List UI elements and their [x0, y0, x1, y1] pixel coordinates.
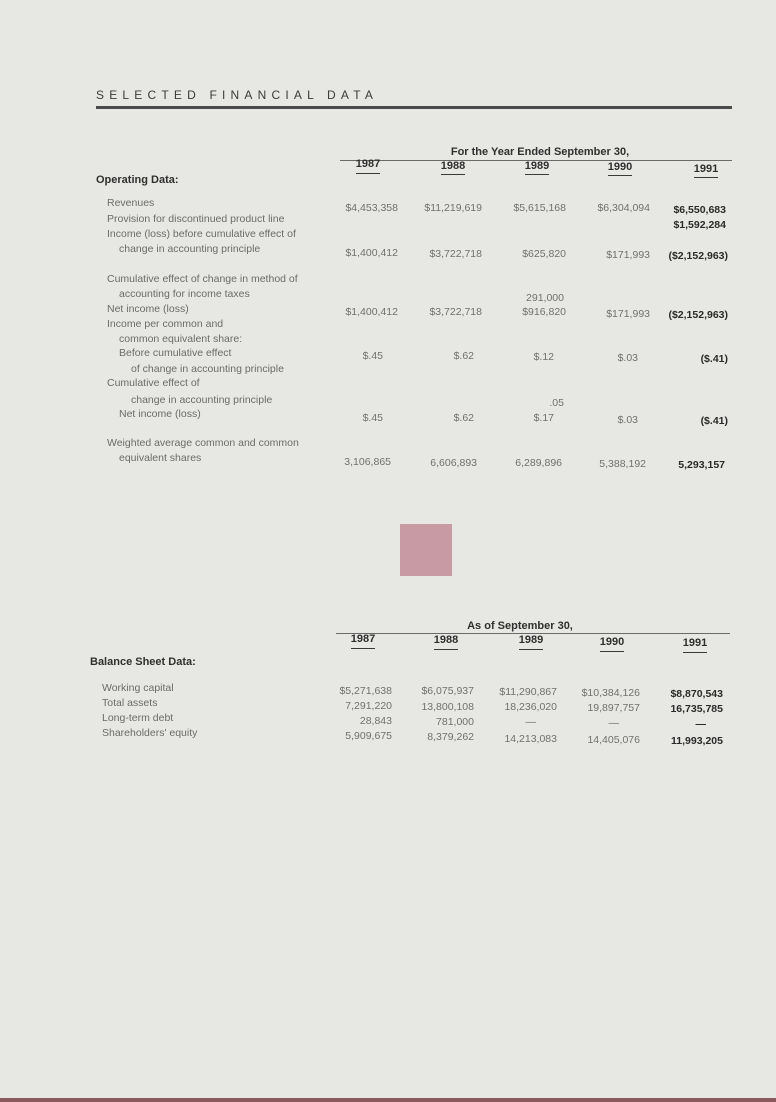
value-cell: 14,213,083	[504, 733, 557, 745]
value-cell: $171,993	[606, 308, 650, 320]
operating-year-1989: 1989	[524, 160, 550, 172]
value-cell: 5,293,157	[678, 459, 725, 471]
operating-year-1990: 1990	[607, 161, 633, 173]
value-cell: 5,388,192	[599, 458, 646, 470]
value-cell: $1,592,284	[673, 219, 726, 231]
value-cell: 19,897,757	[587, 702, 640, 714]
value-cell: $916,820	[522, 306, 566, 318]
value-cell: 16,735,785	[670, 703, 723, 715]
value-cell: 8,379,262	[427, 731, 474, 743]
value-cell: $3,722,718	[429, 248, 482, 260]
year-underline	[434, 649, 458, 650]
value-cell: 291,000	[526, 292, 564, 304]
value-cell: $6,550,683	[673, 204, 726, 216]
value-cell: 3,106,865	[344, 456, 391, 468]
value-cell: $6,304,094	[597, 202, 650, 214]
section-title: SELECTED FINANCIAL DATA	[96, 88, 379, 102]
year-underline	[351, 648, 375, 649]
year-underline	[441, 174, 465, 175]
operating-year-1987: 1987	[355, 158, 381, 170]
value-cell: $5,271,638	[339, 685, 392, 697]
shareholders-equity-label: Shareholders' equity	[102, 727, 198, 739]
operating-data-label: Operating Data:	[96, 174, 179, 186]
year-underline	[600, 651, 624, 652]
value-cell: $625,820	[522, 248, 566, 260]
income-before-label: Income (loss) before cumulative effect of	[107, 228, 296, 240]
value-cell: 781,000	[436, 716, 474, 728]
value-cell: $11,219,619	[424, 202, 482, 214]
value-cell: $3,722,718	[429, 306, 482, 318]
weighted-shares-label: Weighted average common and common	[107, 437, 299, 449]
value-cell: $11,290,867	[499, 686, 557, 698]
net-income-label: Net income (loss)	[107, 303, 189, 315]
value-cell: $.17	[533, 412, 554, 424]
total-assets-label: Total assets	[102, 697, 158, 709]
value-cell: 6,289,896	[515, 457, 562, 469]
year-underline	[683, 652, 707, 653]
value-cell: $.62	[453, 350, 474, 362]
balance-year-1990: 1990	[599, 636, 625, 648]
value-cell: 11,993,205	[671, 735, 723, 747]
balance-year-1989: 1989	[518, 634, 544, 646]
year-underline	[694, 177, 718, 178]
per-share-label-cont: common equivalent share:	[119, 333, 243, 345]
cumulative-effect-label: Cumulative effect of	[107, 377, 200, 389]
before-cumulative-label: Before cumulative effect	[119, 347, 232, 359]
value-cell: 13,800,108	[421, 701, 474, 713]
weighted-shares-label-cont: equivalent shares	[119, 452, 202, 464]
title-rule	[96, 106, 732, 109]
value-cell: $.62	[453, 412, 474, 424]
value-cell: $.45	[362, 350, 383, 362]
value-cell: $.03	[617, 352, 638, 364]
value-cell: $1,400,412	[345, 247, 398, 259]
color-swatch	[400, 524, 452, 576]
value-cell: —	[525, 716, 536, 728]
long-term-debt-label: Long-term debt	[102, 712, 174, 724]
value-cell: $4,453,358	[345, 202, 398, 214]
page-bottom-edge	[0, 1098, 776, 1102]
balance-sheet-data-label: Balance Sheet Data:	[90, 656, 196, 668]
value-cell: $8,870,543	[670, 688, 723, 700]
value-cell: 6,606,893	[430, 457, 477, 469]
value-cell: 28,843	[359, 715, 392, 727]
value-cell: $.03	[617, 414, 638, 426]
value-cell: $6,075,937	[421, 685, 474, 697]
value-cell: 14,405,076	[587, 734, 640, 746]
value-cell: ($2,152,963)	[668, 250, 728, 262]
year-underline	[608, 175, 632, 176]
operating-caption: For the Year Ended September 30,	[450, 146, 630, 158]
before-cumulative-label-cont: of change in accounting principle	[131, 363, 284, 375]
value-cell: 5,909,675	[345, 730, 392, 742]
value-cell: —	[608, 717, 619, 729]
value-cell: $1,400,412	[345, 306, 398, 318]
year-underline	[356, 173, 380, 174]
year-underline	[525, 174, 549, 175]
operating-year-1988: 1988	[440, 160, 466, 172]
value-cell: $10,384,126	[581, 687, 640, 699]
cumulative-effect-label-cont: change in accounting principle	[131, 394, 273, 406]
value-cell: ($.41)	[700, 415, 728, 427]
cumulative-label: Cumulative effect of change in method of	[107, 273, 298, 285]
balance-caption: As of September 30,	[467, 620, 573, 632]
provision-label: Provision for discontinued product line	[107, 213, 285, 225]
value-cell: ($.41)	[700, 353, 728, 365]
per-share-label: Income per common and	[107, 318, 224, 330]
working-capital-label: Working capital	[102, 682, 174, 694]
cumulative-label-cont: accounting for income taxes	[119, 288, 250, 300]
balance-year-1991: 1991	[682, 637, 708, 649]
value-cell: $171,993	[606, 249, 650, 261]
revenues-label: Revenues	[107, 197, 155, 209]
value-cell: $.12	[533, 351, 554, 363]
value-cell: —	[695, 718, 706, 730]
balance-year-1988: 1988	[433, 634, 459, 646]
value-cell: 7,291,220	[345, 700, 392, 712]
value-cell: $.45	[362, 412, 383, 424]
value-cell: 18,236,020	[504, 701, 557, 713]
value-cell: $5,615,168	[513, 202, 566, 214]
income-before-label-cont: change in accounting principle	[119, 243, 261, 255]
value-cell: .05	[549, 397, 564, 409]
year-underline	[519, 649, 543, 650]
value-cell: ($2,152,963)	[668, 309, 728, 321]
operating-year-1991: 1991	[693, 163, 719, 175]
net-income-per-share-label: Net income (loss)	[119, 408, 201, 420]
balance-year-1987: 1987	[350, 633, 376, 645]
